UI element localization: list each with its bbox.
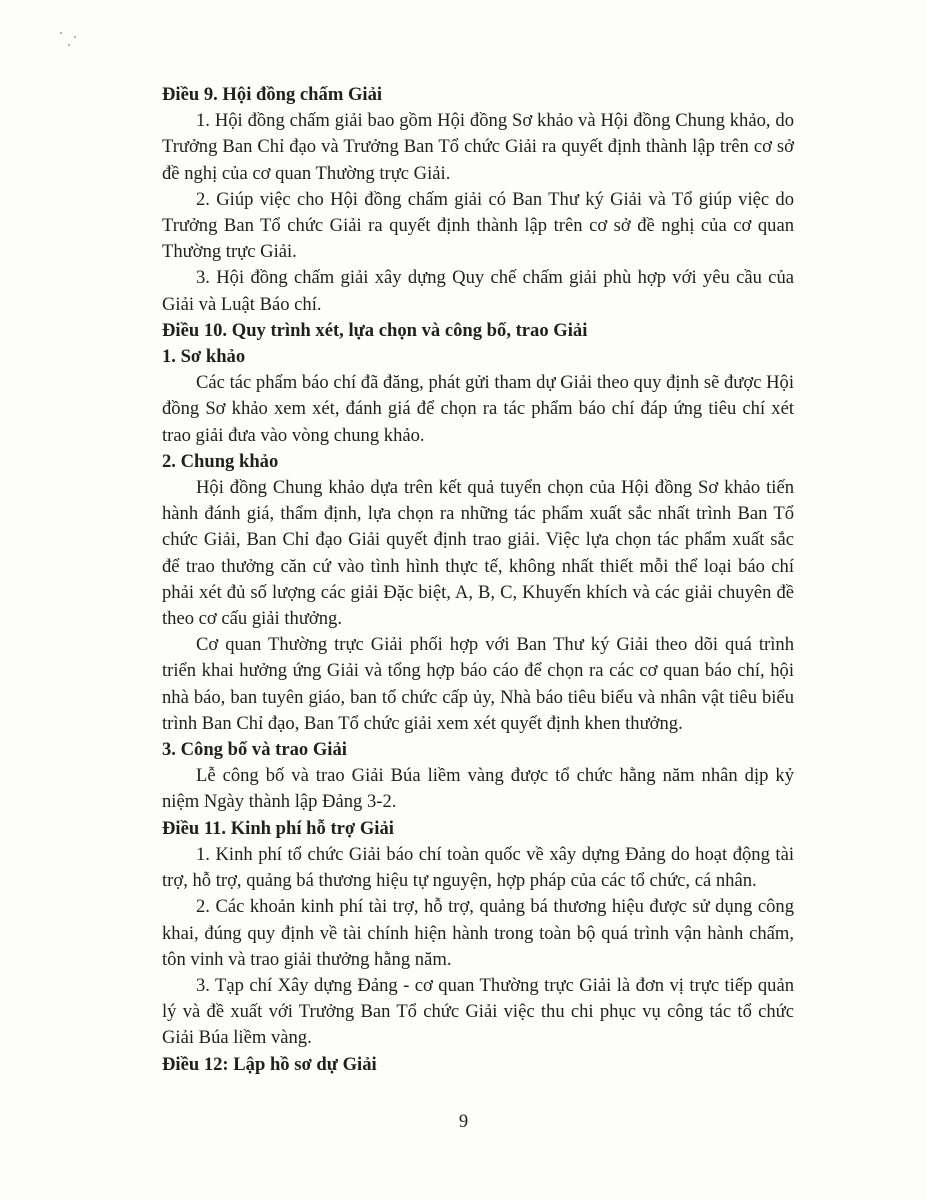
paragraph: 1. Kinh phí tổ chức Giải báo chí toàn quốc về xây dựng Đảng do hoạt động tài trợ, hỗ trợ, quảng bá thương hiệu tự nguyện, hợp pháp của các tổ chức, cá nhân. <box>162 843 794 892</box>
subheading-cong-bo: 3. Công bố và trao Giải <box>162 739 347 761</box>
scan-speck <box>74 36 76 38</box>
subheading-so-khao: 1. Sơ khảo <box>162 346 246 368</box>
scan-speck <box>60 32 62 34</box>
subheading-chung-khao: 2. Chung khảo <box>162 450 279 472</box>
article-heading-9: Điều 9. Hội đồng chấm Giải <box>162 84 383 105</box>
scan-speck <box>68 44 70 46</box>
document-body <box>162 82 794 1078</box>
article-heading-10: Điều 10. Quy trình xét, lựa chọn và công bố, trao Giải <box>162 319 588 341</box>
article-heading-11: Điều 11. Kinh phí hỗ trợ Giải <box>162 817 394 839</box>
paragraph: 2. Giúp việc cho Hội đồng chấm giải có Ban Thư ký Giải và Tổ giúp việc do Trưởng Ban Tổ chức Giải ra quyết định thành lập trên cơ sở đề nghị của cơ quan Thường trực Giải. <box>162 188 794 263</box>
paragraph: 3. Tạp chí Xây dựng Đảng - cơ quan Thường trực Giải là đơn vị trực tiếp quản lý và đề xuất với Trưởng Ban Tổ chức Giải việc thu chi phục vụ công tác tổ chức Giải Búa liềm vàng. <box>162 974 794 1049</box>
page-number: 9 <box>458 1111 469 1132</box>
article-heading-12: Điều 12: Lập hồ sơ dự Giải <box>162 1053 377 1075</box>
paragraph: 1. Hội đồng chấm giải bao gồm Hội đồng Sơ khảo và Hội đồng Chung khảo, do Trưởng Ban Chỉ đạo và Trưởng Ban Tổ chức Giải ra quyết định thành lập trên cơ sở đề nghị của cơ quan Thường trực Giải. <box>162 110 794 184</box>
paragraph: Hội đồng Chung khảo dựa trên kết quả tuyển chọn của Hội đồng Sơ khảo tiến hành đánh giá, thẩm định, lựa chọn ra những tác phẩm xuất sắc nhất trình Ban Tổ chức Giải, Ban Chỉ đạo Giải quyết định trao giải. Việc lựa chọn tác phẩm xuất sắc để trao thưởng căn cứ vào tình hình thực tế, không nhất thiết mỗi thể loại báo chí phải xét đủ số lượng các giải Đặc biệt, A, B, C, Khuyến khích và các giải chuyên đề theo cơ cấu giải thưởng. <box>162 477 794 630</box>
paragraph: Các tác phẩm báo chí đã đăng, phát gửi tham dự Giải theo quy định sẽ được Hội đồng Sơ khảo xem xét, đánh giá để chọn ra tác phẩm báo chí đáp ứng tiêu chí xét trao giải đưa vào vòng chung khảo. <box>162 372 794 446</box>
paragraph: Cơ quan Thường trực Giải phối hợp với Ban Thư ký Giải theo dõi quá trình triển khai hưởng ứng Giải và tổng hợp báo cáo để chọn ra các cơ quan báo chí, hội nhà báo, ban tuyên giáo, ban tổ chức cấp ủy, Nhà báo tiêu biểu và nhân vật tiêu biểu trình Ban Chỉ đạo, Ban Tổ chức giải xem xét quyết định khen thưởng. <box>162 634 794 734</box>
paragraph: 2. Các khoản kinh phí tài trợ, hỗ trợ, quảng bá thương hiệu được sử dụng công khai, đúng quy định về tài chính hiện hành trong toàn bộ quá trình vận hành chấm, tôn vinh và trao giải thưởng hằng năm. <box>162 896 794 970</box>
paragraph: 3. Hội đồng chấm giải xây dựng Quy chế chấm giải phù hợp với yêu cầu của Giải và Luật Báo chí. <box>162 267 794 315</box>
paragraph: Lễ công bố và trao Giải Búa liềm vàng được tổ chức hằng năm nhân dịp kỷ niệm Ngày thành lập Đảng 3-2. <box>162 765 794 813</box>
